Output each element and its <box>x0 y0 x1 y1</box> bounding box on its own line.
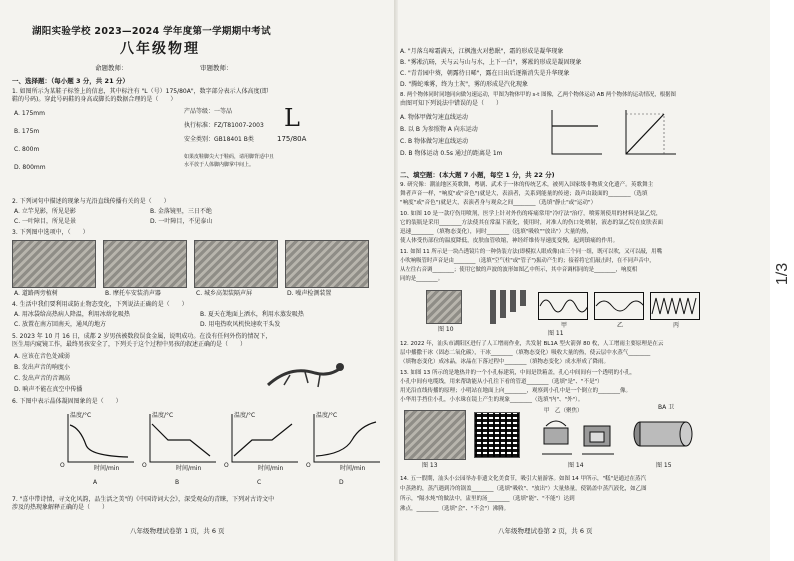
q1-option-b: B. 175m <box>14 128 40 135</box>
q9-line-1: 9. 研究像：潮汕地区英歌舞，粤剧、武术于一体的传统艺术，被列入国家级非物质文化遗产。英歌舞主 <box>400 182 654 188</box>
wave-caption-yi: 乙 <box>617 322 624 329</box>
graph-xlabel: 时间/min <box>258 465 284 472</box>
q1-line-1: 1. 如图所示为某鞋子标签上的信息，其中标注有 "L（号）175/80A"，数字部分表示人体高度(即 <box>12 88 268 95</box>
graph-d <box>304 410 384 475</box>
graph-xlabel: 时间/min <box>340 465 366 472</box>
q8-option-d: D. B 物体运动 0.5s 通过的距离是 1m <box>400 150 503 157</box>
q13-line-1: 13. 如图 13 所示的是地热井的一个小孔标建筑，中间是铁箱盖，孔心中间间有一个透明的小孔， <box>400 370 636 376</box>
q14-line-2: 中蒸熟的，蒸汽遇到冷的锅盖________（选填"吸收"、"放出"）大量热量，使锅盖中蒸汽液化，如乙图 <box>400 486 647 492</box>
q2-option-c: C. 一叶障目，所见是景 <box>14 218 77 225</box>
q11-line-3: 从左往右音调________；使用它做的声波的波形如图乙中所示，其中音调相同的是________，响度相 <box>400 267 638 273</box>
graph-caption-a: A <box>93 479 98 486</box>
spray-can-image <box>426 290 462 324</box>
q14-line-1: 14. 五一假期，汕头小公园举办非遗文化美食节，吸引大量游客。如图 14 甲所示，"糕"是通过在蒸汽 <box>400 476 647 482</box>
shoe-label <box>184 106 354 188</box>
q13-line-2: 小孔中间有电缆线，用来帮助能从小孔往下看的管道________（选填"是"、"不是"） <box>400 379 603 385</box>
graph-caption-c: C <box>257 479 262 486</box>
label-line: 产品等级：一等品 <box>184 108 233 115</box>
q1-line-2: 鞋的号码)。穿此号码鞋的身高或脚长的数据合理的是（ ） <box>12 96 177 103</box>
q8-line-2: 由图可知下列说法中错误的是（ ） <box>400 100 503 107</box>
graph-ylabel: 温度/°C <box>70 412 92 419</box>
cylinder-illustration <box>630 412 700 456</box>
graph-xlabel: 时间/min <box>176 465 202 472</box>
q13-line-3: 用光沿直线传播的原理；小明站在地面上向________，观察到小孔中是一个倒立的________像。 <box>400 388 632 394</box>
subject-title: 八年级物理 <box>120 41 200 57</box>
q2-option-d: D. 一叶障目，不见泰山 <box>150 218 213 225</box>
st-graph-b <box>620 106 680 162</box>
graph-origin: O <box>60 462 65 469</box>
q8-option-c: C. B 物体做匀速直线运动 <box>400 138 469 145</box>
steamer-illustration <box>538 416 618 460</box>
graph-c <box>222 410 302 475</box>
label-line: 安全类别：GB18401 B类 <box>184 136 254 143</box>
figure-10-caption: 图 10 <box>438 326 454 333</box>
figure-15-caption: 图 15 <box>656 462 672 469</box>
figure-15-label: BA 卫 <box>658 404 675 411</box>
creator-label: 命题教师： <box>95 64 128 72</box>
q10-line-4: 使人体受伤部位的温度降低，皮肤血管收缩，神经纤维传导速度变慢，起到镇痛的作用。 <box>400 238 619 244</box>
q8-line-1: 8. 两个物体同时同地同向做匀速运动，甲图为物体甲的 s-t 图像，乙两个物体运动 AB 两个物体的运动情况，根据图 <box>400 92 676 98</box>
noise-monitor-photo <box>285 240 369 288</box>
size-letter: L <box>284 104 300 132</box>
wave-caption-jia: 甲 <box>561 322 568 329</box>
section-2-heading: 二、填空题：(本大题 7 小题，每空 1 分，共 22 分) <box>400 171 555 179</box>
q5-option-a: A. 应该在音色处减弱 <box>14 353 70 360</box>
label-line: 执行标准：FZ/T81007-2003 <box>184 122 264 129</box>
graph-ylabel: 温度/°C <box>234 412 256 419</box>
waveform-jia <box>538 292 588 320</box>
q3-stem: 3. 下列图中选项中，（ ） <box>12 229 89 236</box>
exam-page-right <box>398 0 770 561</box>
q14-line-3: 所示，"隔水炖"的做法中，盅里的汤________（选填"能"、"不能"）达到 <box>400 496 575 502</box>
q5-line-1: 5. 2023 年 10 月 16 日，成都 2 岁男孩被数段误食金属，说明成功。在没有任何外伤的情况下， <box>12 333 272 340</box>
graph-origin: O <box>224 462 229 469</box>
q13-line-4: 小华用手挡住小孔，小水珠在镜上产生的现象________（选填"内"、"外"）。 <box>400 397 584 403</box>
q6-stem: 6. 下图中表示晶体凝固图象的是（ ） <box>12 398 122 405</box>
page-footer: 八年级物理试卷第 1 页，共 6 页 <box>130 527 225 535</box>
q10-line-1: 10. 如图 10 是一款疗伤用喷剂，医学上针对外伤的疼痛常用"冷疗法"治疗，喷雾剂使用的材料是氯乙烷， <box>400 211 662 217</box>
q5-line-2: 医生用内窥镜工作，最终男孩安全了，下列关于这个过程中男孩的叙述正确的是（ ） <box>12 341 247 348</box>
graph-ylabel: 温度/°C <box>316 412 338 419</box>
q4-stem: 4. 生活中我们要利用或防止物态变化，下列说法正确的是（ ） <box>12 301 188 308</box>
q11-line-2: 小吹响吸管时声音是由________（选填"空气柱"或"管子")振动产生的；接着将它们敲击时，在不同声音中， <box>400 258 655 264</box>
q4-option-b: B. 夏天在地面上洒水，利用水蒸发吸热 <box>200 311 304 318</box>
exam-page-left <box>0 0 395 561</box>
q10-line-2: 它的装瓶是采用________方法使其在常温下液化，使用时，对准人的伤口处喷射，液态的氯乙烷在皮肤表面 <box>400 220 663 226</box>
label-line: 水平放于人体脚内脚掌中间上。 <box>184 162 255 168</box>
graph-origin: O <box>142 462 147 469</box>
q3-caption-c: C. 城乡高架装隔声屏 <box>196 290 253 297</box>
tree-road-photo <box>12 240 96 288</box>
size-number: 175/80A <box>277 135 307 143</box>
page-footer: 八年级物理试卷第 2 页，共 6 页 <box>498 527 593 535</box>
label-line: 如果皮鞋脚尖大于鞋码，请用脚背适中且 <box>184 154 275 160</box>
q7-option-b: B. "雾凇沆砀，天与云与山与水，上下一白"，雾凇的形成是凝固现象 <box>400 59 582 66</box>
q9-line-2: 舞者声音一样，"响度"或"音色")就是大，表演者，关系到能量的传递；鼓声由鼓面的________（选填 <box>400 191 648 197</box>
q2-stem: 2. 下列词句中描述的现象与光沿直线传播有关的是（ ） <box>12 198 170 205</box>
graph-b <box>140 410 220 475</box>
q7-line-1: 7. "喜中带诗情，寻文化风韵，品生活之美"的《中国诗词大会》，深受观众的青睐，下列对古诗文中 <box>12 496 275 503</box>
q8-option-b: B. 以 B 为参照物 A 向东运动 <box>400 126 478 133</box>
q5-option-d: D. 响声不能在真空中传播 <box>14 386 83 393</box>
q12-line-3: （填物态变化）成冰晶，冰晶在下落过程中________（填物态变化）成水形成了降雨。 <box>400 359 610 365</box>
q11-line-4: 同的是________。 <box>400 276 444 282</box>
straw-pipes-image <box>486 288 530 326</box>
graph-a <box>58 410 138 475</box>
q12-line-1: 12. 2022 年，汕头市湖阳区进行了人工增雨作业，共发射 BL1A 型火箭弹 80 枚，人工增雨主要原理是在云 <box>400 341 664 347</box>
q4-option-a: A. 用冰袋给高热病人降温，利用冰熔化吸热 <box>14 311 130 318</box>
qr-code-image <box>474 412 520 458</box>
sound-barrier-photo <box>194 240 278 288</box>
q7-option-d: D. "腾蛇乘雾，终为土灰"，雾的形成是汽化现象 <box>400 81 528 88</box>
q7-option-a: A. "月落乌啼霜满天，江枫渔火对愁眠"，霜的形成是凝华现象 <box>400 48 564 55</box>
figure-13-caption: 图 13 <box>422 462 438 469</box>
graph-ylabel: 温度/°C <box>152 412 174 419</box>
page-counter: 1/3 <box>774 262 792 286</box>
q2-option-b: B. 金落镜里，三日不绝 <box>150 208 212 215</box>
waveform-yi <box>594 292 644 320</box>
st-graph-a <box>546 106 606 162</box>
figure-11-caption: 图 11 <box>548 330 564 337</box>
section-1-heading: 一、选择题：（每小题 3 分，共 21 分） <box>12 77 129 85</box>
q3-caption-b: B. 摩托车安装消声器 <box>105 290 161 297</box>
q9-line-3: "响度"或"音色")就是大，表演者身与观众之间________（选填"静止"或"运动"） <box>400 200 597 206</box>
q11-line-1: 11. 如图 11 所示是一块凸透镜片的一种伪装方法(即模拟人眼成像)由三个同一组，既可以吹，又可以敲，用嘴 <box>400 249 662 255</box>
q7-line-2: 涉及的热现象解释正确的是（ ） <box>12 504 109 511</box>
q8-option-a: A. 物体甲做匀速直线运动 <box>400 114 468 121</box>
q1-option-a: A. 175mm <box>14 110 45 117</box>
q3-caption-a: A. 道路两旁植树 <box>14 290 58 297</box>
motorcycle-photo <box>103 240 187 288</box>
graph-caption-b: B <box>175 479 180 486</box>
q5-option-b: B. 发出声音的响度小 <box>14 364 70 371</box>
figure-14-caption: 图 14 <box>568 462 584 469</box>
q7-option-c: C. "青青园中葵，朝露待日晞"，露在日出后逐渐消失是升华现象 <box>400 70 570 77</box>
exam-title: 湖阳实验学校 2023—2024 学年度第一学期期中考试 <box>32 26 271 37</box>
q4-option-c: C. 放置在南方回南天，通风的地方 <box>14 321 107 328</box>
gecko-illustration <box>260 355 350 395</box>
q10-line-3: 迅速________（填物态变化），同时________（选填"吸收""放出"）大量的热， <box>400 229 593 235</box>
q1-option-d: D. 800mm <box>14 164 46 171</box>
q3-caption-d: D. 噪声检测装置 <box>287 290 332 297</box>
reviewer-label: 审题教师： <box>200 64 233 72</box>
figure-14-title: 甲 乙（聚焦） <box>544 408 583 414</box>
q4-option-d: D. 用电热吹风机快速吹干头发 <box>200 321 281 328</box>
q2-option-a: A. 立竿见影，所见是影 <box>14 208 76 215</box>
geothermal-well-photo <box>404 410 466 460</box>
q5-option-c: C. 发出声音的音调高 <box>14 375 71 382</box>
waveform-bing <box>650 292 700 320</box>
graph-origin: O <box>306 462 311 469</box>
q14-line-4: 沸点，________（选填"会"、"不会"）沸腾。 <box>400 506 510 512</box>
q1-option-c: C. 800m <box>14 146 40 153</box>
wave-caption-bing: 丙 <box>673 322 680 329</box>
q12-line-2: 层中播撒干冰（固态二氧化碳），干冰________（填物态变化）吸收大量的热，使云层中水蒸气________ <box>400 350 651 356</box>
graph-caption-d: D <box>339 479 344 486</box>
graph-xlabel: 时间/min <box>94 465 120 472</box>
